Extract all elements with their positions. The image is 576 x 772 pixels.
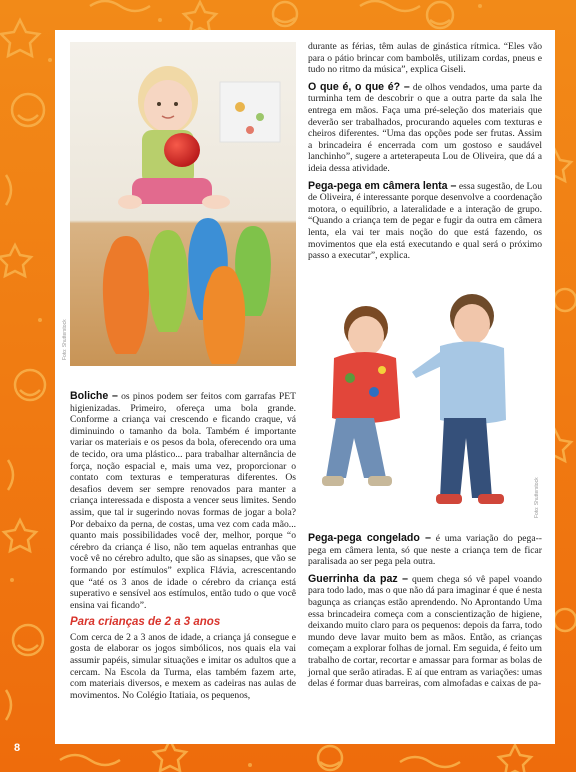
photo-credit: Foto: Shutterstock <box>534 477 540 518</box>
lead-guerrinha: Guerrinha da paz – <box>308 572 409 585</box>
body-camera: essa sugestão, de Lou de Oliveira, é interessante porque desenvolve a coordenação motora, o equilíbrio, a lateralidade e a interação de grupo. “Quando a criança tem de pegar e fugir da outra em câmera lenta, ela vai ter mais noção do que está fazendo, os movimentos que ela está executando e qual será o próximo passo a executar”, explica. <box>308 180 543 262</box>
body-congelado: é uma variação do pega--pega em câmera lenta, só que neste a criança tem de ficar paralisada ao ser pega pela outra. <box>308 533 542 568</box>
body-oque: de olhos vendados, uma parte da turminha tem de descobrir o que a outra parte da sala lhe entrega em mãos. Faça uma pré-seleção dos materiais que deverão ser trabalhados, procurando aqueles com texturas e cheiros diferentes. “Uma das opções pode ser frutas. Assim a brincadeira é encerrada com um gostoso e saudável lanchinho”, sugere a arteterapeuta Lou de Oliveira, que dá a ideia dessa atividade. <box>308 81 542 174</box>
page-number: 8 <box>14 742 21 754</box>
star-icon <box>0 245 31 276</box>
smiley-icon <box>554 609 576 631</box>
paragraph-boliche <box>70 391 296 611</box>
lead-camera: Pega-pega em câmera lenta – <box>308 179 457 192</box>
body-guerrinha: quem chega só vê papel voando para todo lado, mas o que não dá para imaginar é que é nesta bagunça as crianças estão aprendendo. No Aprontando Uma essa brincadeira começa com a conscientização de higiene, deixando muito claro para os pequenos: depois da farra, todo mundo deve lavar muito bem as mãos. Então, as crianças começam a explorar folhas de jornal. Em seguida, é feito um trabalho de cortar, recortar e amassar para formar as bolas de jornal que serão atiradas. E aí que entram as variações: umas delas é formar duas barreiras, com almofadas e caixas de pa- <box>308 573 542 690</box>
photo-credit: Foto: Shutterstock <box>62 319 68 360</box>
star-icon <box>184 2 216 33</box>
lead-boliche: Boliche – <box>70 390 118 402</box>
photo-child-bowling <box>70 42 296 366</box>
subheading-2-3-anos: Para crianças de 2 a 3 anos <box>70 616 221 629</box>
right-column-top <box>308 41 542 268</box>
paragraph-oque <box>308 82 542 175</box>
photo-toddlers-playing <box>308 288 542 524</box>
paragraph-intro: durante as férias, têm aulas de ginástica rítmica. “Eles vão para o pátio brincar com bambolês, utilizam cordas, pneus e tudo no ritmo da música”, explica Giseli. <box>308 41 542 76</box>
paragraph-guerrinha <box>308 574 542 690</box>
star-icon <box>154 740 186 771</box>
paragraph-criancas: Com cerca de 2 a 3 anos de idade, a criança já consegue e gosta de elaborar os jogos simbólicos, nos quais ela vai assumir papéis, simular situações e imitar os adultos que a cercam. Na Escola da Turma, elas também fazem arte, com materiais diversos, e mexem as cadeiras nas aulas de movimentos. No Colégio Itatiaia, os pequenos, <box>70 631 296 701</box>
lead-congelado: Pega-pega congelado – <box>308 532 431 544</box>
smiley-icon <box>554 289 576 311</box>
paragraph-camera <box>308 181 542 262</box>
star-icon <box>499 745 531 772</box>
star-icon <box>1 20 39 56</box>
left-column <box>70 391 296 707</box>
star-icon <box>4 520 36 551</box>
body-boliche: os pinos podem ser feitos com garrafas PET higienizadas. Primeiro, ofereça uma bola grande. Conforme a criança vai crescendo e ficando craque, vá diminuindo o tamanho da bola. Também é importante variar os materiais e os pesos da bola, oferecendo ora uma de tecido, ora uma plástico... para trabalhar alternância de força, noção espacial e, mais uma vez, proporcionar o contato com texturas e temperaturas diferentes. Os desafios devem ser sempre renovados para manter a criança interessada e disposta a vencer seus limites. Sendo assim, que tal ir sugerindo novas formas de jogar a bola? Por debaixo da perna, de costas, uma vez com cada mão... quanto mais possibilidades você der, melhor, porque “o cérebro da criança é liso, não tem aquelas entranhas que você vê no cérebro adulto, que são as sinapses, que vão se formando por estímulos” explica Flávia, acrescentando que “até os 3 anos de idade o cérebro da criança está superativo e sensível aos estímulos, então tudo o que você ensina vai ficando”. <box>70 391 296 611</box>
paragraph-congelado <box>308 533 542 568</box>
right-column-bottom <box>308 533 542 696</box>
lead-oque: O que é, o que é? – <box>308 80 410 93</box>
